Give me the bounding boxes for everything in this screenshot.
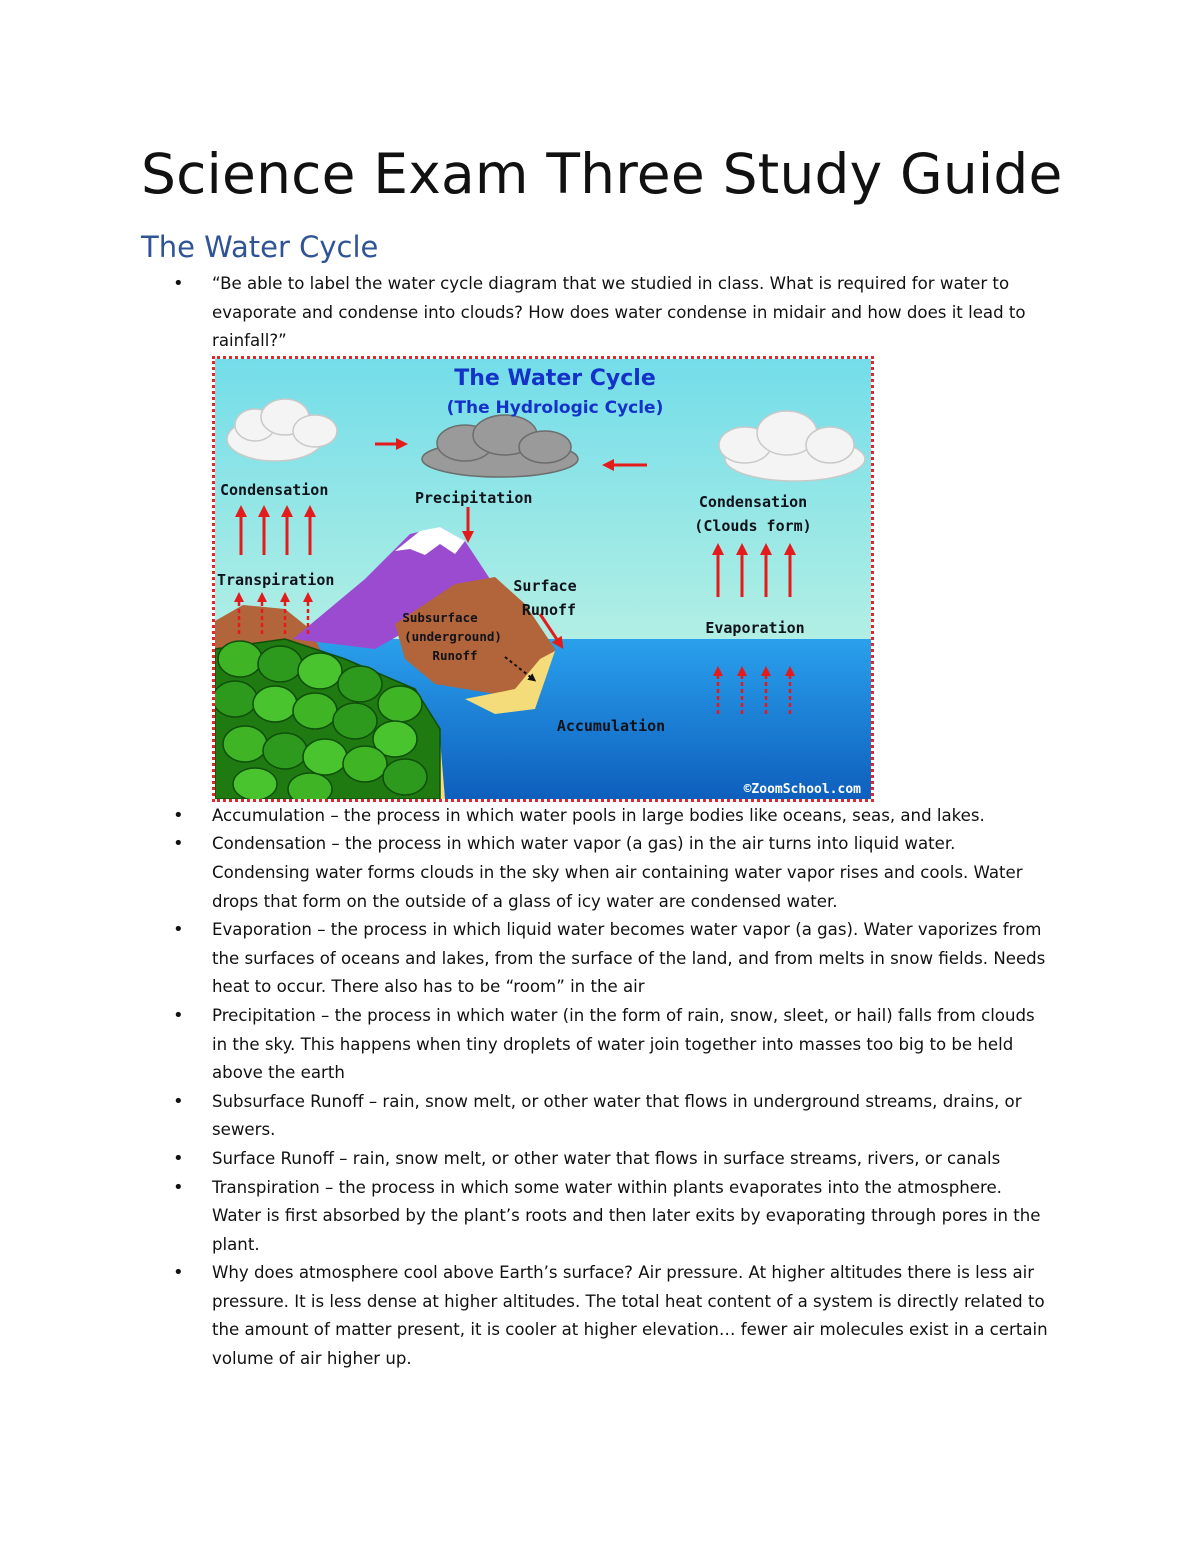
figure-subtitle: (The Hydrologic Cycle) xyxy=(446,397,664,418)
label-subsurface: Subsurface xyxy=(402,609,478,625)
definition-surface-runoff: • Surface Runoff – rain, snow melt, or other water that flows in surface streams, rivers, or canals xyxy=(0,1145,1052,1174)
label-underground: (underground) xyxy=(404,628,502,644)
water-cycle-diagram xyxy=(212,356,874,802)
label-credit: ©ZoomSchool.com xyxy=(743,781,861,797)
page-title: Science Exam Three Study Guide xyxy=(141,142,1063,206)
label-clouds-form: (Clouds form) xyxy=(694,516,812,535)
label-surface-runoff: Runoff xyxy=(521,600,577,619)
label-evaporation: Evaporation xyxy=(705,618,805,637)
label-accumulation: Accumulation xyxy=(556,716,666,735)
label-surface: Surface xyxy=(513,576,577,595)
section-heading: The Water Cycle xyxy=(141,230,379,264)
water-cycle-illustration xyxy=(215,359,871,799)
atmosphere-cooling-note: • Why does atmosphere cool above Earth’s surface? Air pressure. At higher altitudes there is less air pressure. It is less dense at higher altitudes. The total heat content of a system is directly related to the amount of matter present, it is cooler at higher elevation… fewer air molecules exist in a certain volume of air higher up. xyxy=(0,1259,1052,1373)
label-condensation-left: Condensation xyxy=(220,480,329,499)
label-subsurface-runoff: Runoff xyxy=(432,647,478,663)
label-precipitation: Precipitation xyxy=(415,488,533,507)
bullet-list xyxy=(0,270,1200,1374)
label-condensation-right: Condensation xyxy=(698,492,808,511)
definition-transpiration: • Transpiration – the process in which some water within plants evaporates into the atmosphere. Water is first absorbed by the plant’s roots and then later exits by evaporating through pores in the plant. xyxy=(0,1174,1052,1260)
figure-title: The Water Cycle xyxy=(454,365,656,391)
figure-item xyxy=(0,356,1052,802)
definition-subsurface-runoff: • Subsurface Runoff – rain, snow melt, or other water that flows in underground streams, drains, or sewers. xyxy=(0,1088,1052,1145)
definition-condensation: • Condensation – the process in which water vapor (a gas) in the air turns into liquid water. Condensing water forms clouds in the sky when air containing water vapor rises and cools. Water drops that form on the outside of a glass of icy water are condensed water. xyxy=(0,830,1052,916)
label-transpiration: Transpiration xyxy=(217,570,335,589)
definition-precipitation: • Precipitation – the process in which water (in the form of rain, snow, sleet, or hail) falls from clouds in the sky. This happens when tiny droplets of water join together into masses too big to be held above the earth xyxy=(0,1002,1052,1088)
definition-evaporation: • Evaporation – the process in which liquid water becomes water vapor (a gas). Water vaporizes from the surfaces of oceans and lakes, from the surface of the land, and from melts in snow fields. Needs heat to occur. There also has to be “room” in the air xyxy=(0,916,1052,1002)
definition-accumulation: • Accumulation – the process in which water pools in large bodies like oceans, seas, and lakes. xyxy=(0,802,1052,831)
intro-bullet: • “Be able to label the water cycle diagram that we studied in class. What is required for water to evaporate and condense into clouds? How does water condense in midair and how does it lead to rainfall?” xyxy=(0,270,1052,356)
